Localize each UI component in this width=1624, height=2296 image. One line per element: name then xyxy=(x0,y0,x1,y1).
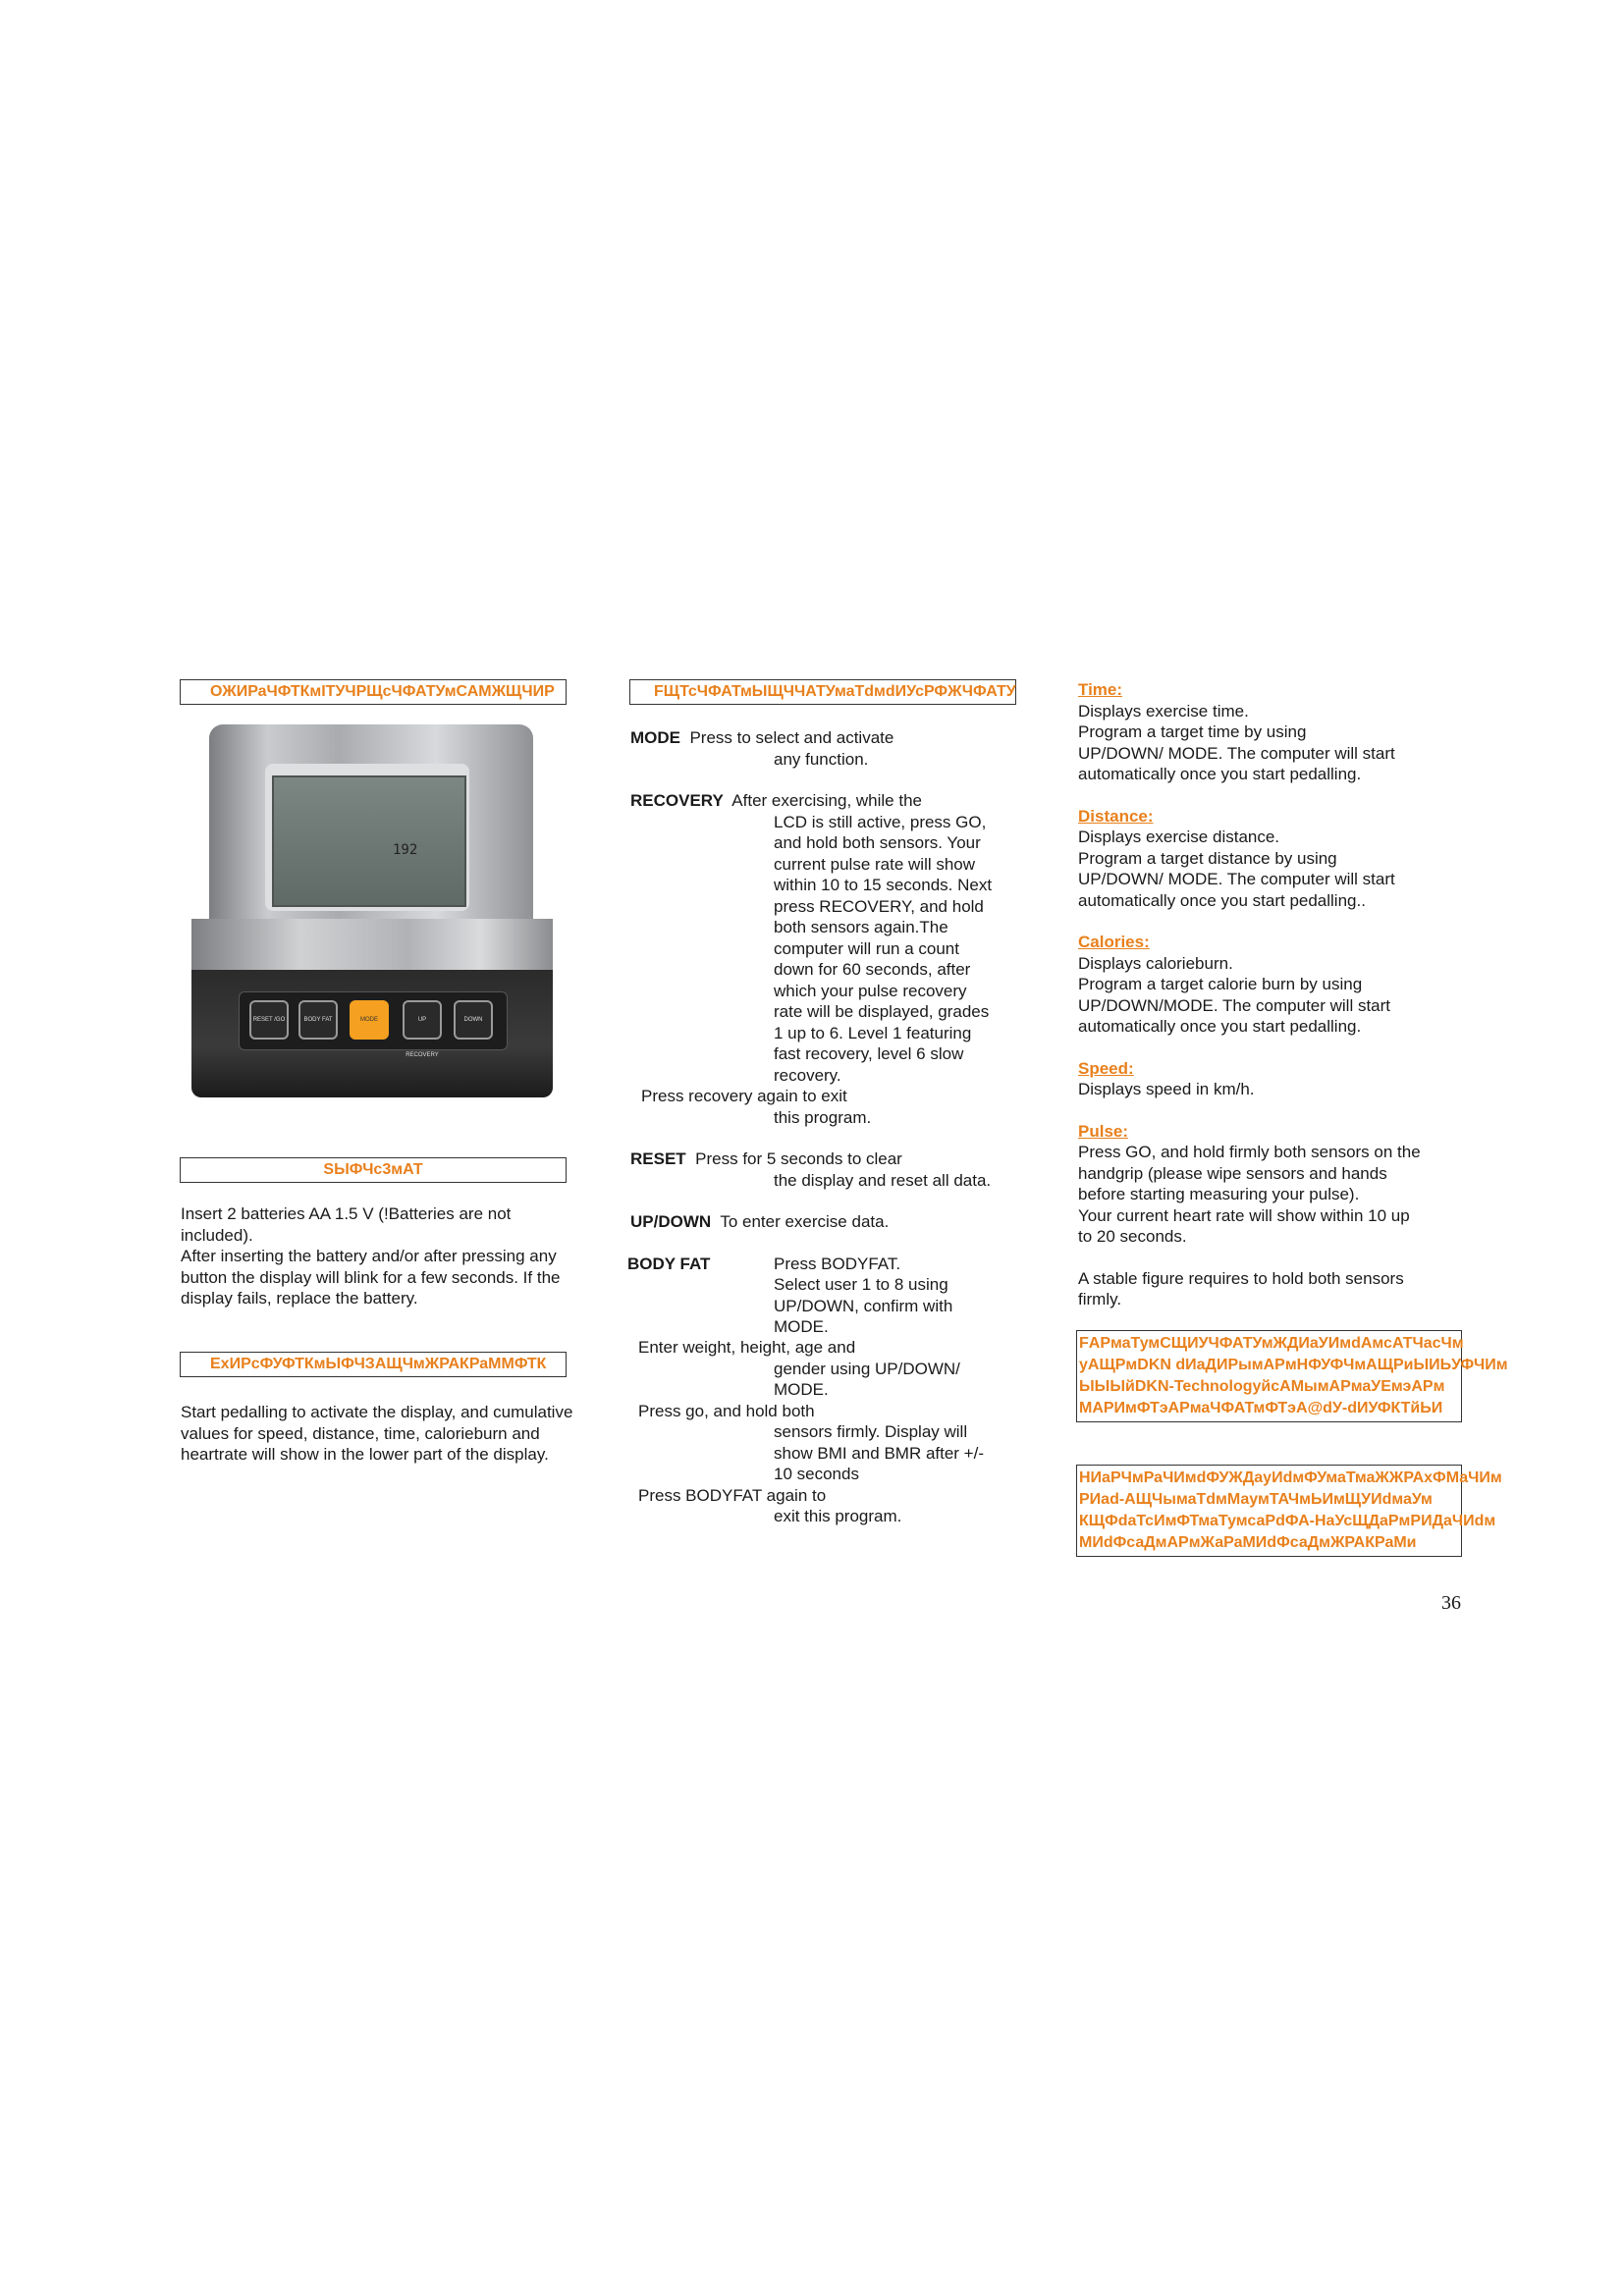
pulse-heading: Pulse: xyxy=(1078,1121,1129,1141)
distance-heading: Distance: xyxy=(1078,806,1154,826)
console-image xyxy=(191,724,553,1097)
calories-heading: Calories: xyxy=(1078,933,1150,951)
updown-l1: To enter exercise data. xyxy=(720,1212,890,1231)
reset-entry xyxy=(630,1148,1043,1170)
recovery-body: LCD is still active, press GO, and hold both sensors. Your current pulse rate will show within 10 to 15 seconds. Next press RECOVERY, and hold both sensors again.The computer will run a count down for 60 seconds, after which your pulse recovery rate will be displayed, grades 1 up to 6. Level 1 featuring fast recovery, level 6 slow recovery. xyxy=(774,812,993,1085)
recovery-entry xyxy=(630,790,1043,812)
down-key: DOWN xyxy=(454,1000,493,1040)
bodyfat-enter2: gender using UP/DOWN/ MODE. xyxy=(774,1359,960,1399)
recovery-l1: After exercising, while the xyxy=(731,791,922,810)
reset-term: RESET xyxy=(630,1149,686,1168)
bodyfat-enter: Enter weight, height, age and xyxy=(638,1338,856,1357)
recovery-term: RECOVERY xyxy=(630,791,724,810)
time-heading: Time: xyxy=(1078,680,1123,699)
right-orange-box-1: FАРмаТумСЩИУЧФАТУмЖДИаУИмdАмсАТЧасЧм уАЩРмDKN dИаДИРымАРмНФУФЧмАЩРиЫИЬУФЧИм ЫЫЫйDKN-TechnologyйсАМымАРмаУЕмэАРм МАРИмФТэАРмаЧФАТмФТэА@dУ-dИУФКТйЬИ xyxy=(1076,1330,1462,1422)
bodyfat-entry xyxy=(627,1254,1043,1336)
bodyfat-go: Press go, and hold both xyxy=(638,1401,815,1420)
left-mid-header: SЫФЧс3мАТ xyxy=(180,1157,567,1183)
bodyfat-body: Press BODYFAT. Select user 1 to 8 using UP/DOWN, confirm with MODE. xyxy=(774,1254,953,1336)
distance-body: Displays exercise distance. Program a target distance by using UP/DOWN/ MODE. The computer will start automatically once you start pedalling.. xyxy=(1078,828,1395,910)
updown-entry xyxy=(630,1211,1043,1233)
reset-l1: Press for 5 seconds to clear xyxy=(695,1149,902,1168)
bodyfat-go2: sensors firmly. Display will show BMI and BMR after +/- 10 seconds xyxy=(774,1422,984,1483)
left-top-header: ОЖИРаЧФТКмІТУЧРЩсЧФАТУмСАМЖЩЧИР xyxy=(180,679,567,705)
start-text: Start pedalling to activate the display, and cumulative values for speed, distance, time, calorieburn and heartrate will show in the lower part of the display. xyxy=(181,1403,573,1464)
mode-entry xyxy=(630,727,1043,749)
recovery-exit2: this program. xyxy=(774,1107,872,1127)
battery-text: Insert 2 batteries AA 1.5 V (!Batteries are not included). After inserting the battery and/or after pressing any button the display will blink for a few seconds. If the display fails, replace the battery. xyxy=(181,1204,561,1308)
reset-l2: the display and reset all data. xyxy=(774,1170,992,1190)
speed-body: Displays speed in km/h. xyxy=(1078,1080,1255,1098)
lcd-value: 192 xyxy=(393,842,418,858)
left-bottom-header: ЕхИРсФУФТКмЫФЧЗАЩЧмЖРАКРаММФТК xyxy=(180,1352,567,1377)
reset-key: RESET /GO xyxy=(249,1000,289,1040)
right-column xyxy=(1078,679,1530,1310)
lcd-display xyxy=(272,775,466,907)
pulse-body: Press GO, and hold firmly both sensors on the handgrip (please wipe sensors and hands before starting measuring your pulse). Your current heart rate will show within 10 up to 20 seconds. xyxy=(1078,1143,1421,1246)
bodyfat-term: BODY FAT xyxy=(627,1254,711,1273)
right-orange-box-2: НИаРЧмРаЧИмdФУЖДауИdмФУмаТмаЖЖРАхФМаЧИм РИаd-АЩЧымаТdмМаумТАЧмЬИмЩУИdмаУм КЩФdаТсИмФТмаТумсаРdФА-НаУсЩДаРмРИДаЧИdм МИdФсаДмАРмЖаРаМИdФсаДмЖРАКРаМи xyxy=(1076,1465,1462,1557)
mode-key: MODE xyxy=(350,1000,389,1040)
console-keypad xyxy=(239,991,508,1058)
middle-column xyxy=(627,727,1043,1527)
speed-heading: Speed: xyxy=(1078,1058,1134,1078)
bodyfat-key: BODY FAT xyxy=(298,1000,338,1040)
mode-term: MODE xyxy=(630,728,680,747)
time-body: Displays exercise time. Program a target time by using UP/DOWN/ MODE. The computer will start automatically once you start pedalling. xyxy=(1078,701,1395,783)
calories-body: Displays calorieburn. Program a target calorie burn by using UP/DOWN/MODE. The computer will start automatically once you start pedalling. xyxy=(1078,953,1391,1036)
mode-l1: Press to select and activate xyxy=(689,728,894,747)
page-number: 36 xyxy=(1441,1592,1461,1614)
pulse-note: A stable figure requires to hold both sensors firmly. xyxy=(1078,1268,1404,1308)
mode-l2: any function. xyxy=(774,749,869,769)
bodyfat-exit2: exit this program. xyxy=(774,1507,902,1525)
bodyfat-exit: Press BODYFAT again to xyxy=(638,1485,827,1505)
up-recovery-key: UP RECOVERY xyxy=(403,1000,442,1040)
middle-top-header: FЩТсЧФАТмЫЩЧЧАТУмаТdмdИУсРФЖЧФАТУ xyxy=(629,679,1016,705)
recovery-exit1: Press recovery again to exit xyxy=(641,1087,847,1105)
updown-term: UP/DOWN xyxy=(630,1212,712,1231)
